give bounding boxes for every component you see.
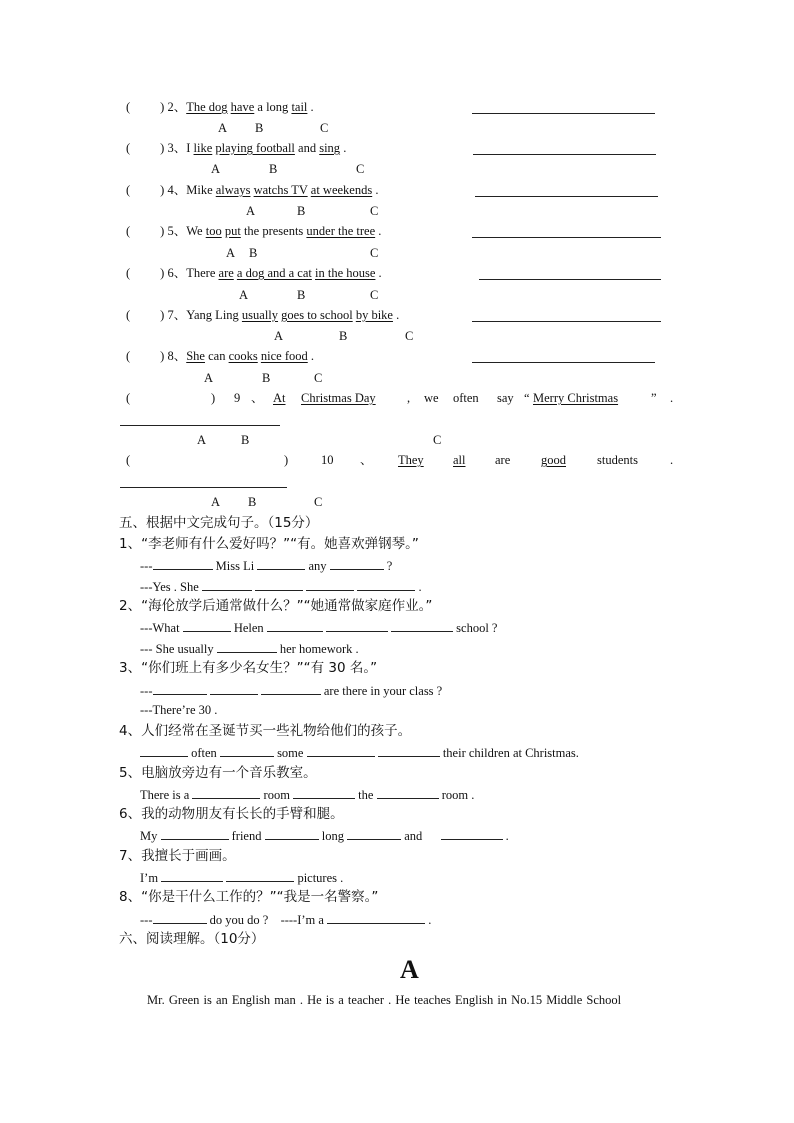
option-c-text: tail xyxy=(291,100,308,114)
item-5: ( ) 5、We too put the presents under the tree . xyxy=(126,224,382,238)
item-number: 10 xyxy=(321,453,334,467)
label-b: B xyxy=(269,162,278,176)
blank[interactable] xyxy=(267,619,323,632)
label-a: A xyxy=(211,495,221,509)
option-b-text: have xyxy=(230,100,255,114)
item-4: ( ) 4、Mike always watchs TV at weekends . xyxy=(126,183,379,197)
answer-blank[interactable] xyxy=(120,425,280,426)
q6-line1: My friend long and . xyxy=(140,829,509,843)
label-a: A xyxy=(246,204,256,218)
blank[interactable] xyxy=(255,578,303,591)
option-b-text: playing football xyxy=(215,141,295,155)
option-b-text: put xyxy=(224,224,241,238)
section-6-title: 六、阅读理解。（10分） xyxy=(119,931,265,947)
answer-blank[interactable] xyxy=(472,237,661,238)
option-a-text: They xyxy=(398,453,424,467)
option-b-text: Christmas Day xyxy=(301,391,376,405)
q7-chinese: 7、我擅长于画画。 xyxy=(119,848,236,864)
blank[interactable] xyxy=(153,682,207,695)
label-c: C xyxy=(314,371,323,385)
blank[interactable] xyxy=(140,744,188,757)
label-a: A xyxy=(204,371,214,385)
label-c: C xyxy=(433,433,442,447)
option-b-text: cooks xyxy=(228,349,258,363)
blank[interactable] xyxy=(226,869,294,882)
blank[interactable] xyxy=(265,827,319,840)
option-a-text: too xyxy=(205,224,222,238)
blank[interactable] xyxy=(391,619,453,632)
label-c: C xyxy=(370,288,379,302)
label-c: C xyxy=(370,204,379,218)
blank[interactable] xyxy=(257,557,305,570)
blank[interactable] xyxy=(326,619,388,632)
answer-blank[interactable] xyxy=(472,321,661,322)
answer-blank[interactable] xyxy=(479,279,661,280)
blank[interactable] xyxy=(330,557,384,570)
option-a-text: like xyxy=(193,141,213,155)
label-b: B xyxy=(249,246,258,260)
label-b: B xyxy=(248,495,257,509)
option-b-text: goes to school xyxy=(281,308,353,322)
label-c: C xyxy=(314,495,323,509)
item-number: 6、 xyxy=(167,266,187,280)
option-b-text: a dog and a cat xyxy=(236,266,312,280)
blank[interactable] xyxy=(153,911,207,924)
label-a: A xyxy=(239,288,249,302)
paren-close: ) xyxy=(160,100,165,114)
item-number: 2、 xyxy=(167,100,187,114)
q8-line1: --- do you do ? ----I’m a . xyxy=(140,913,432,927)
label-b: B xyxy=(297,288,306,302)
answer-blank[interactable] xyxy=(473,154,656,155)
blank[interactable] xyxy=(261,682,321,695)
option-c-text: sing xyxy=(319,141,341,155)
option-c-text: good students xyxy=(541,453,638,467)
label-c: C xyxy=(356,162,365,176)
item-7: ( ) 7、Yang Ling usually goes to school by bike . xyxy=(126,308,400,322)
label-b: B xyxy=(255,121,264,135)
option-c-text: Merry Christmas xyxy=(533,391,619,405)
blank[interactable] xyxy=(377,786,439,799)
option-a-text: always xyxy=(215,183,251,197)
blank[interactable] xyxy=(307,744,375,757)
q3-chinese: 3、“你们班上有多少名女生？”“有 30 名。” xyxy=(119,660,378,676)
option-a-text: usually xyxy=(241,308,279,322)
passage-label: A xyxy=(400,955,419,984)
option-c-text: by bike xyxy=(355,308,393,322)
blank[interactable] xyxy=(183,619,231,632)
q1-line2: ---Yes . She . xyxy=(140,580,422,594)
label-b: B xyxy=(262,371,271,385)
item-2: ( ) 2、The dog have a long tail . xyxy=(126,100,314,114)
label-a: A xyxy=(218,121,228,135)
blank[interactable] xyxy=(293,786,355,799)
q1-chinese: 1、“李老师有什么爱好吗？”“有。她喜欢弹钢琴。” xyxy=(119,536,419,552)
blank[interactable] xyxy=(217,640,277,653)
item-number: 5、 xyxy=(167,224,187,238)
blank[interactable] xyxy=(220,744,274,757)
blank[interactable] xyxy=(441,827,503,840)
blank[interactable] xyxy=(210,682,258,695)
blank[interactable] xyxy=(327,911,425,924)
blank[interactable] xyxy=(202,578,252,591)
label-b: B xyxy=(297,204,306,218)
label-b: B xyxy=(241,433,250,447)
blank[interactable] xyxy=(357,578,415,591)
option-c-text: in the house xyxy=(315,266,376,280)
option-a-text: She xyxy=(186,349,205,363)
q3-line1: --- are there in your class ? xyxy=(140,684,443,698)
blank[interactable] xyxy=(161,827,229,840)
label-b: B xyxy=(339,329,348,343)
q6-chinese: 6、我的动物朋友有长长的手臂和腿。 xyxy=(119,806,344,822)
q5-line1: There is a room the room . xyxy=(140,788,475,802)
answer-blank[interactable] xyxy=(120,487,287,488)
q4-line1: often some their children at Christmas. xyxy=(140,744,579,761)
item-number: 8、 xyxy=(167,349,187,363)
q1-line1: --- Miss Li any ? xyxy=(140,559,393,573)
blank[interactable] xyxy=(153,557,213,570)
option-c-text: nice food xyxy=(260,349,308,363)
blank[interactable] xyxy=(192,786,260,799)
answer-blank[interactable] xyxy=(472,362,655,363)
passage-line-1: Mr. Green is an English man . He is a teacher . He teaches English in No.15 Middle School xyxy=(147,993,622,1007)
label-a: A xyxy=(226,246,236,260)
blank[interactable] xyxy=(378,744,440,757)
label-c: C xyxy=(370,246,379,260)
blank[interactable] xyxy=(347,827,401,840)
option-c-text: under the tree xyxy=(306,224,376,238)
blank[interactable] xyxy=(161,869,223,882)
item-6: ( ) 6、There are a dog and a cat in the house . xyxy=(126,266,382,280)
section-5-title: 五、根据中文完成句子。（15分） xyxy=(119,515,319,531)
option-a-text: are xyxy=(218,266,234,280)
q2-line1: ---What Helen school ? xyxy=(140,621,498,635)
blank[interactable] xyxy=(306,578,354,591)
option-c-text: at weekends xyxy=(310,183,373,197)
answer-blank[interactable] xyxy=(472,113,655,114)
q7-line1: I’m pictures . xyxy=(140,871,344,885)
label-c: C xyxy=(405,329,414,343)
q3-line2: ---There’re 30 . xyxy=(140,703,218,717)
paren-open: ( xyxy=(126,100,131,114)
label-a: A xyxy=(211,162,221,176)
item-number: 9 xyxy=(234,391,241,405)
option-a-text: The dog xyxy=(186,100,228,114)
q4-chinese: 4、人们经常在圣诞节买一些礼物给他们的孩子。 xyxy=(119,723,412,739)
q8-chinese: 8、“你是干什么工作的？”“我是一名警察。” xyxy=(119,889,379,905)
item-3: ( ) 3、I like playing football and sing . xyxy=(126,141,347,155)
option-a-text: At xyxy=(273,391,286,405)
item-number: 3、 xyxy=(167,141,187,155)
item-number: 4、 xyxy=(167,183,187,197)
item-number: 7、 xyxy=(167,308,187,322)
label-a: A xyxy=(197,433,207,447)
q2-chinese: 2、“海伦放学后通常做什么？”“她通常做家庭作业。” xyxy=(119,598,433,614)
option-b-text: watchs TV xyxy=(253,183,308,197)
option-b-text: all are xyxy=(453,453,511,467)
label-a: A xyxy=(274,329,284,343)
q5-chinese: 5、电脑放旁边有一个音乐教室。 xyxy=(119,765,317,781)
item-8: ( ) 8、She can cooks nice food . xyxy=(126,349,314,363)
label-c: C xyxy=(320,121,329,135)
answer-blank[interactable] xyxy=(475,196,658,197)
q2-line2: --- She usually her homework . xyxy=(140,642,359,656)
